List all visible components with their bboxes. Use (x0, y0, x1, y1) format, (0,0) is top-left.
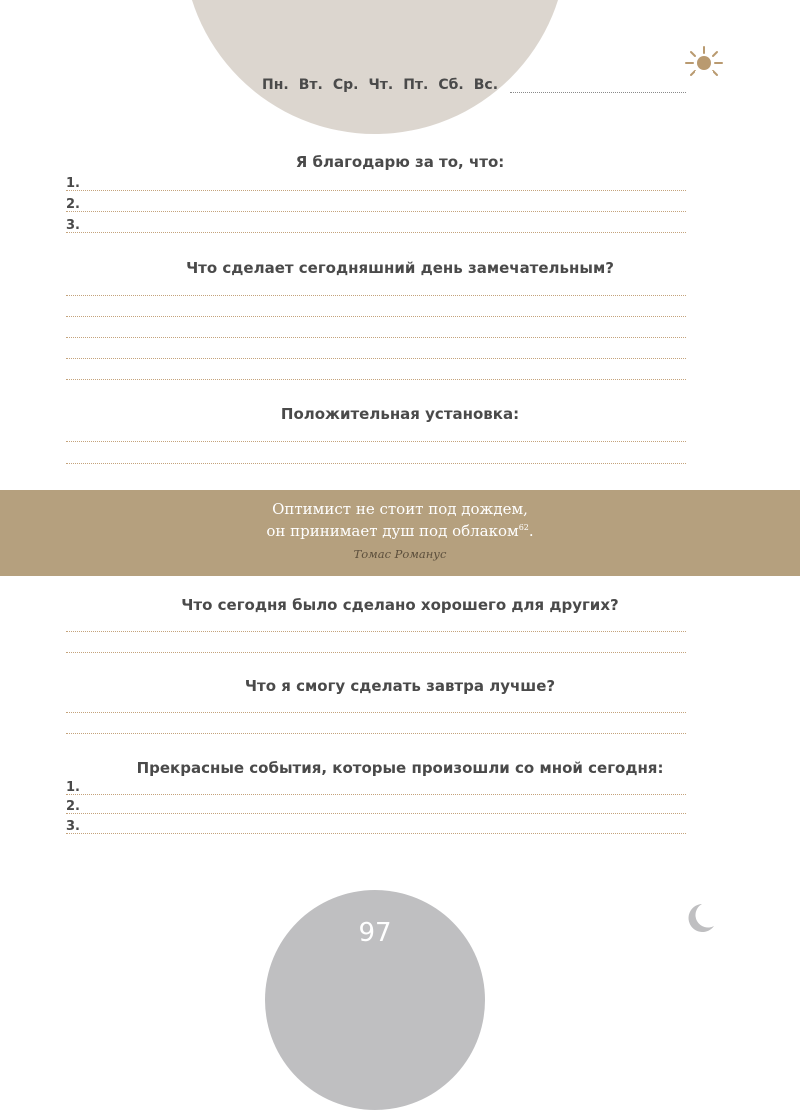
wonderful-day-line[interactable] (66, 295, 686, 296)
wonderful-day-line[interactable] (66, 316, 686, 317)
quote-line-2 (0, 522, 800, 540)
weekday-sat[interactable]: Сб. (438, 77, 464, 93)
wonderful-events-number-3: 3. (66, 819, 80, 834)
wonderful-day-line[interactable] (66, 379, 686, 380)
gratitude-number-3: 3. (66, 218, 80, 233)
good-for-others-heading: Что сегодня было сделано хорошего для других? (181, 596, 619, 614)
sun-icon (683, 44, 725, 82)
weekday-mon[interactable]: Пн. (262, 77, 289, 93)
gratitude-line-1[interactable] (66, 190, 686, 191)
quote-author: Томас Романус (353, 547, 447, 561)
good-for-others-line[interactable] (66, 631, 686, 632)
tomorrow-better-line[interactable] (66, 733, 686, 734)
weekday-sun[interactable]: Вс. (473, 77, 499, 93)
footnote-marker[interactable]: 62 (518, 523, 529, 532)
wonderful-events-line-3[interactable] (66, 833, 686, 834)
gratitude-line-2[interactable] (66, 211, 686, 212)
weekday-thu[interactable]: Чт. (368, 77, 394, 93)
quote-line-2-text: он принимает душ под облаком (266, 522, 519, 540)
gratitude-number-2: 2. (66, 197, 80, 212)
wonderful-day-heading: Что сделает сегодняшний день замечательным? (186, 259, 614, 277)
good-for-others-line[interactable] (66, 652, 686, 653)
gratitude-line-3[interactable] (66, 232, 686, 233)
wonderful-events-line-2[interactable] (66, 813, 686, 814)
tomorrow-better-heading: Что я смогу сделать завтра лучше? (244, 677, 556, 695)
wonderful-events-number-1: 1. (66, 780, 80, 795)
wonderful-events-heading: Прекрасные события, которые произошли со мной сегодня: (136, 759, 664, 777)
page-number: 97 (358, 918, 392, 948)
quote-line-1: Оптимист не стоит под дождем, (272, 500, 528, 518)
date-input-line[interactable] (510, 92, 686, 93)
gratitude-number-1: 1. (66, 176, 80, 191)
quote-line-2-end: . (528, 522, 534, 540)
gratitude-heading: Я благодарю за то, что: (295, 153, 505, 171)
weekday-selector (262, 77, 498, 93)
wonderful-events-line-1[interactable] (66, 794, 686, 795)
weekday-tue[interactable]: Вт. (298, 77, 323, 93)
affirmation-line[interactable] (66, 463, 686, 464)
affirmation-line[interactable] (66, 441, 686, 442)
moon-icon (680, 900, 716, 936)
header-circle-decoration (183, 0, 567, 134)
wonderful-day-line[interactable] (66, 337, 686, 338)
weekday-fri[interactable]: Пт. (403, 77, 429, 93)
affirmation-heading: Положительная установка: (280, 405, 520, 423)
wonderful-day-line[interactable] (66, 358, 686, 359)
wonderful-events-number-2: 2. (66, 799, 80, 814)
weekday-wed[interactable]: Ср. (332, 77, 359, 93)
tomorrow-better-line[interactable] (66, 712, 686, 713)
